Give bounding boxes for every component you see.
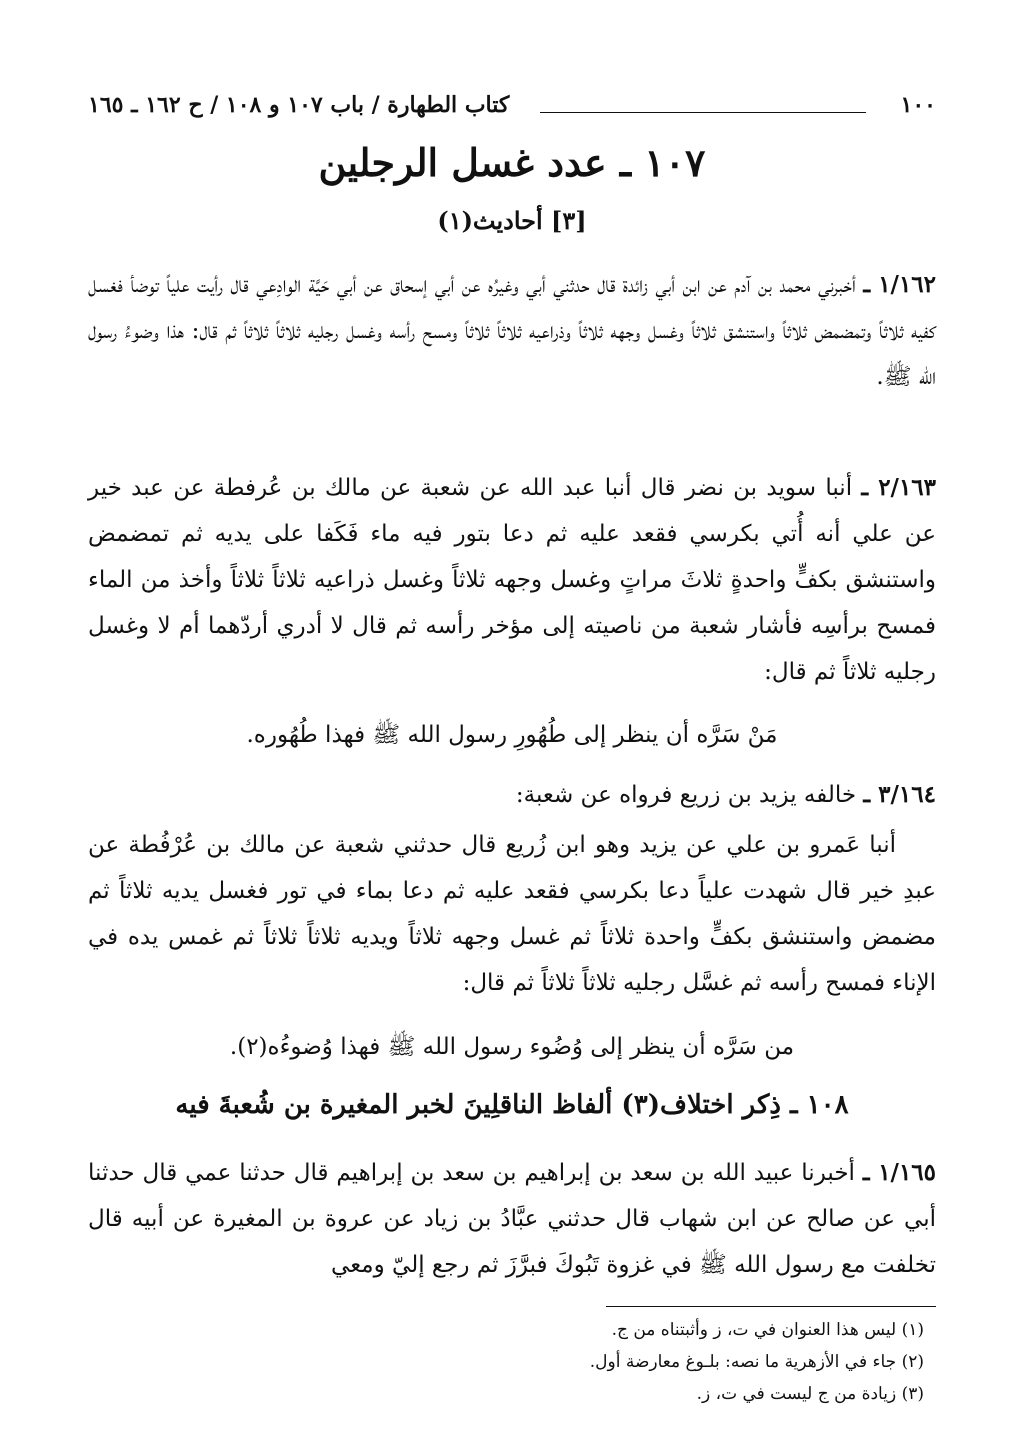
chapter-107-title: ١٠٧ ـ عدد غسل الرجلين [318,140,706,185]
hadith-text: أنبا سويد بن نضر قال أنبا عبد الله عن شعبة عن مالك بن عُرفطة عن عبد خير عن علي أنه أُتي بكرسي فقعد عليه ثم دعا بتور فيه ماء فَكَفا على يديه ثم تمضمض واستنشق بكفٍّ واحدةٍ ثلاثَ مراتٍ وغسل وجهه ثلاثاً وغسل ذراعيه ثلاثاً ثلاثاً وأخذ من الماء فمسح برأسِه فأشار شعبة من ناصيته إلى مؤخر رأسه ثم قال لا أدري أردّهما أم لا وغسل رجليه ثلاثاً ثم قال: [88,475,936,685]
hadith-162 [88,262,936,400]
hadith-163-quote: مَنْ سَرَّه أن ينظر إلى طُهُورِ رسول الله ﷺ فهذا طُهُوره. [246,722,778,748]
hadith-text: أخبرنا عبيد الله بن سعد بن إبراهيم بن سعد بن إبراهيم قال حدثنا عمي قال حدثنا أبي عن صالح عن ابن شهاب قال حدثني عبَّادُ بن زياد عن عروة بن المغيرة عن أبيه قال تخلفت مع رسول الله ﷺ في غزوة تَبُوكَ فبرَّزَ ثم رجع إليّ ومعي [88,1160,936,1278]
hadith-number: ٢/١٦٣ ـ [861,474,937,501]
hadith-text: خالفه يزيد بن زريع فرواه عن شعبة: [515,782,857,808]
page-number: ١٠٠ [900,92,936,118]
footnote-3: (٣) زيادة من ج ليست في ت، ز. [696,1384,924,1404]
footnote-2: (٢) جاء في الأزهرية ما نصه: بلـوغ معارضة أول. [589,1352,924,1372]
hadith-164 [88,772,936,818]
hadith-text: أخبرني محمد بن آدم عن ابن أبي زائدة قال حدثني أبي وغيرُه عن أبي إسحاق عن أبي حَيَّة الوادِعي قال رأيت علياً توضأ فغسل كفيه ثلاثاً وتمضمض ثلاثاً واستنشق ثلاثاً وغسل وجهه ثلاثاً وذراعيه ثلاثاً ثلاثاً ومسح رأسه وغسل رجليه ثلاثاً ثلاثاً ثم قال: هذا وضوءُ رسول الله ﷺ. [88,272,936,390]
hadith-number: ١/١٦٥ ـ [862,1159,937,1186]
chapter-107-subtitle: [٣] أحاديث(١) [437,206,587,235]
hadith-164-isnad: أنبا عَمرو بن علي عن يزيد وهو ابن زُريع قال حدثني شعبة عن مالك بن عُرْفُطة عن عبدِ خير قال شهدت علياً دعا بكرسي فقعد عليه ثم دعا بماء في تور فغسل يديه ثلاثاً ثم مضمض واستنشق بكفٍّ واحدة ثلاثاً ثم غسل وجهه ثلاثاً ويديه ثلاثاً ثلاثاً ثم غمس يده في الإناء فمسح رأسه ثم غسَّل رجليه ثلاثاً ثلاثاً ثم قال: [88,832,936,996]
hadith-number: ١/١٦٢ ـ [863,271,937,298]
hadith-163 [88,465,936,695]
running-title: كتاب الطهارة / باب ١٠٧ و ١٠٨ / ح ١٦٢ ـ ١٦٥ [88,92,510,118]
page-header [88,92,936,122]
footnote-rule [606,1306,936,1307]
footnote-1: (١) ليس هذا العنوان في ت، ز وأثبتناه من ج. [611,1320,924,1340]
hadith-165 [88,1150,936,1288]
hadith-number: ٣/١٦٤ ـ [863,781,936,808]
header-rule [540,112,866,113]
hadith-164-quote: من سَرَّه أن ينظر إلى وُضُوء رسول الله ﷺ فهذا وُضوءُه(٢). [229,1034,795,1060]
chapter-108-title: ١٠٨ ـ ذِكر اختلاف(٣) ألفاظ الناقلِينَ لخبر المغيرة بن شُعبةَ فيه [175,1090,849,1120]
